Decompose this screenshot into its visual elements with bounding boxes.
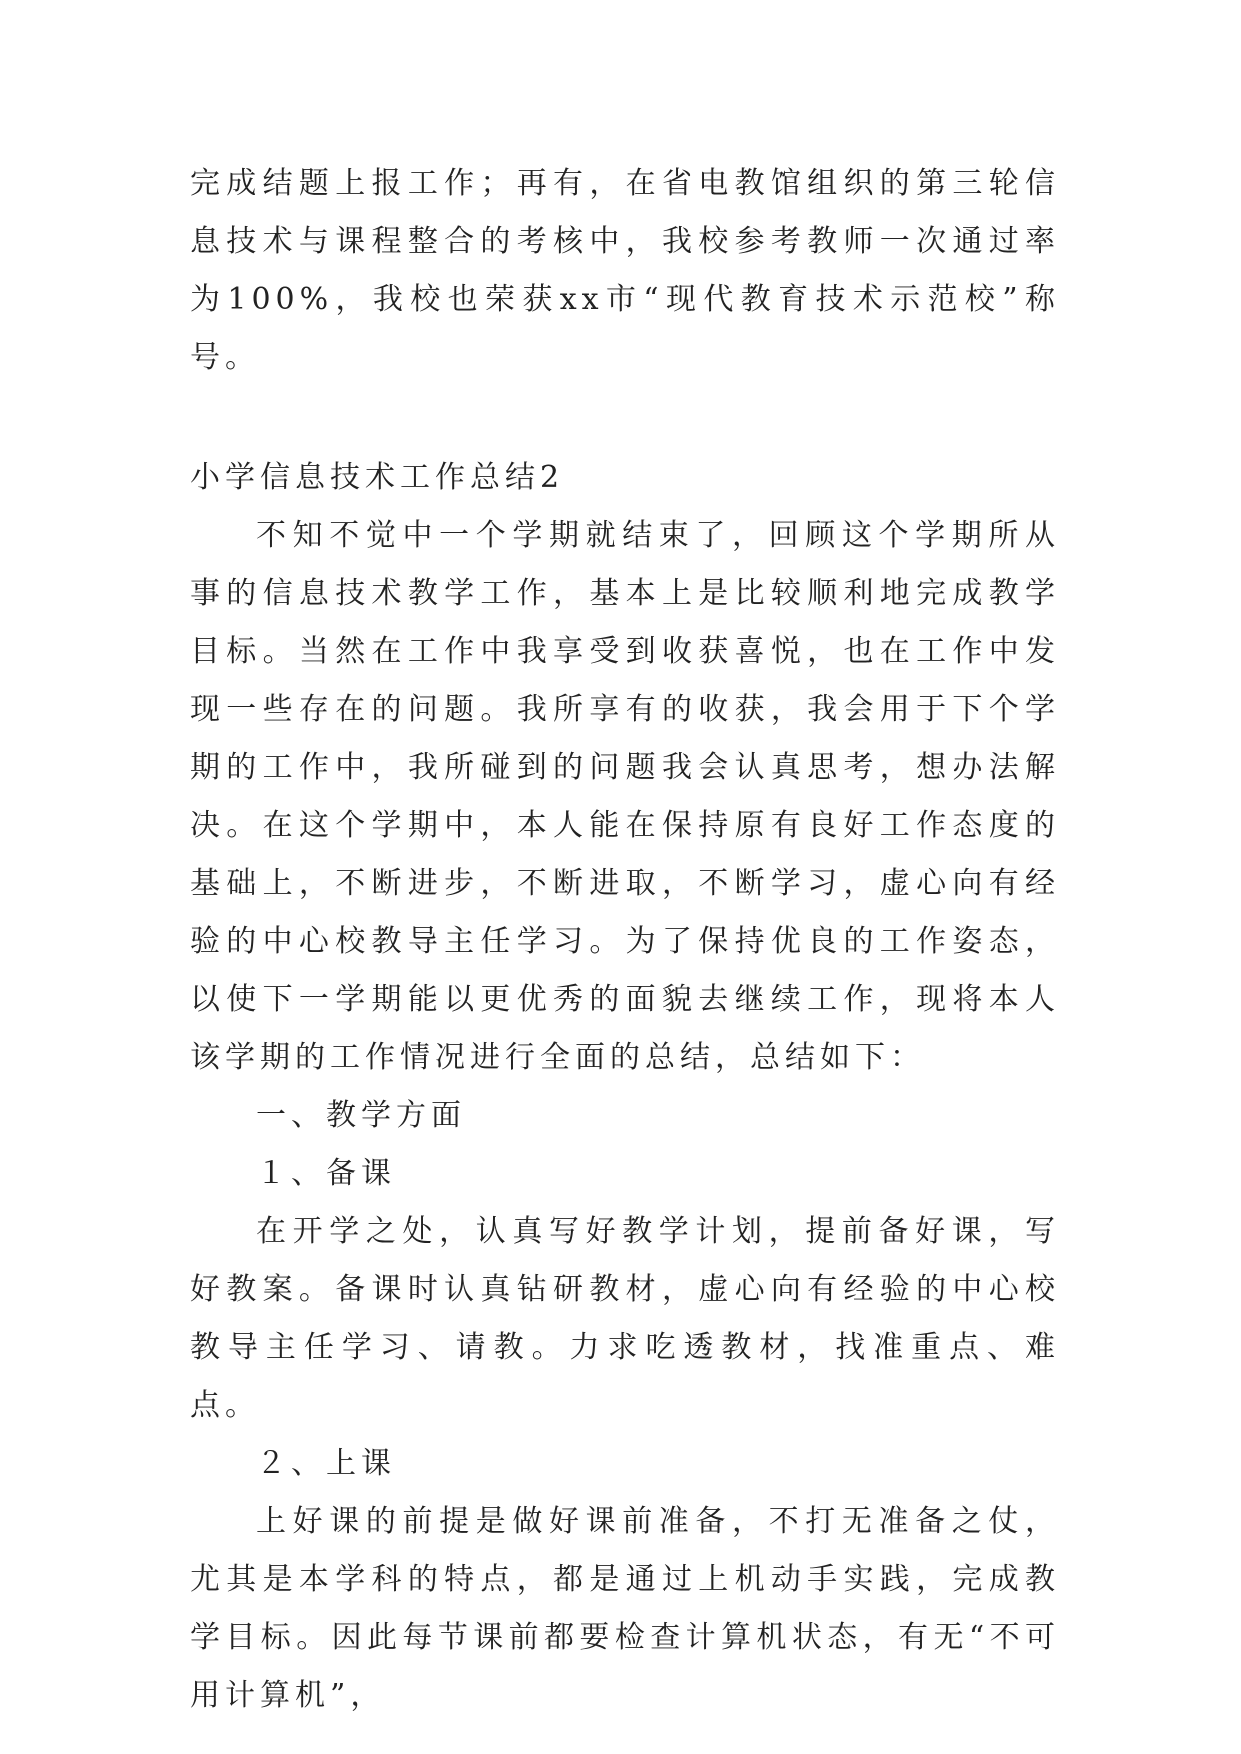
section-title: 小学信息技术工作总结2	[190, 460, 565, 495]
continuation-paragraph: 完成结题上报工作；再有，在省电教馆组织的第三轮信息技术与课程整合的考核中，我校参考教师一次通过率为100%，我校也荣获xx市“现代教育技术示范校”称号。	[190, 166, 1060, 375]
paragraph-class: 上好课的前提是做好课前准备，不打无准备之仗，尤其是本学科的特点，都是通过上机动手实践，完成教学目标。因此每节课前都要检查计算机状态，有无“不可用计算机”，	[190, 1504, 1060, 1713]
subheading-class: ２、上课	[256, 1446, 396, 1481]
subheading-lesson-prep: １、备课	[256, 1156, 396, 1191]
section-gap	[190, 387, 1060, 449]
document-body	[190, 155, 1060, 1725]
intro-paragraph: 不知不觉中一个学期就结束了，回顾这个学期所从事的信息技术教学工作，基本上是比较顺利地完成教学目标。当然在工作中我享受到收获喜悦，也在工作中发现一些存在的问题。我所享有的收获，我会用于下个学期的工作中，我所碰到的问题我会认真思考，想办法解决。在这个学期中，本人能在保持原有良好工作态度的基础上，不断进步，不断进取，不断学习，虚心向有经验的中心校教导主任学习。为了保持优良的工作姿态，以使下一学期能以更优秀的面貌去继续工作，现将本人该学期的工作情况进行全面的总结，总结如下：	[190, 518, 1060, 1075]
paragraph-lesson-prep: 在开学之处，认真写好教学计划，提前备好课，写好教案。备课时认真钻研教材，虚心向有经验的中心校教导主任学习、请教。力求吃透教材，找准重点、难点。	[190, 1214, 1060, 1423]
heading-teaching: 一、教学方面	[256, 1098, 466, 1133]
